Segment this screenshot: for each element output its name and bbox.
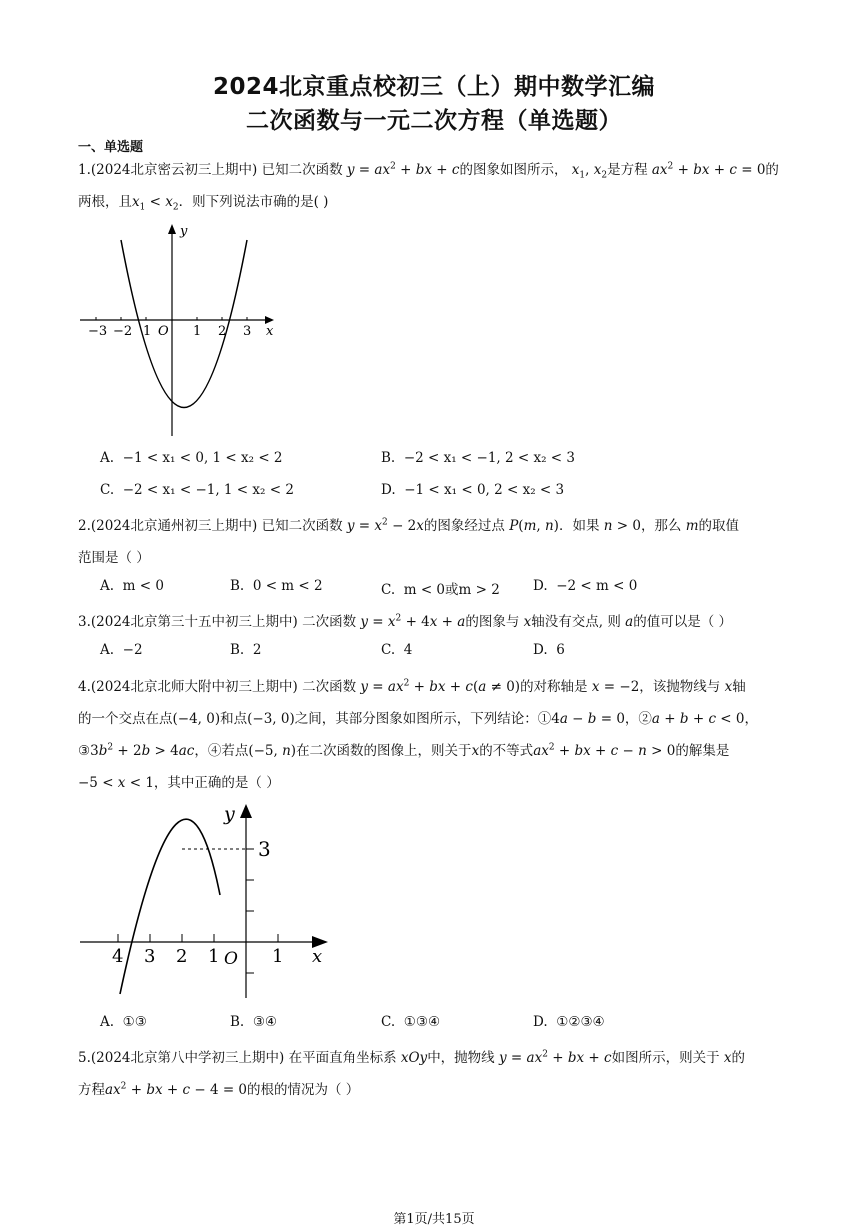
option-c[interactable]: C. 4: [381, 642, 413, 658]
y-axis-arrow: [240, 804, 252, 818]
x-axis-label: x: [266, 324, 274, 339]
option-c[interactable]: C. ①③④: [381, 1014, 441, 1030]
question-source: (2024北京通州初三上期中): [90, 518, 258, 534]
option-b[interactable]: B. 0 < m < 2: [230, 578, 323, 594]
formula: $y = x^2 - 2x$: [346, 517, 424, 534]
question-1-line-1: 1.(2024北京密云初三上期中) 已知二次函数 $y = ax^2$ + bx + c的图象如图所示， $x_1$, $x_2$是方程 $ax^2$ + bx + c = 0的: [78, 161, 779, 181]
option-c[interactable]: C. −2 < x₁ < −1, 1 < x₂ < 2: [100, 482, 294, 498]
x-tick-label: 1: [272, 946, 284, 967]
formula: $y = ax^2$ + bx + c: [498, 1049, 612, 1066]
question-4-line-1: 4.(2024北京北师大附中初三上期中) 二次函数 $y = ax^2$ + bx + c(a ≠ 0)的对称轴是 x = −2，该抛物线与 x轴: [78, 678, 746, 695]
formula: $y = x^2 + 4x + a$: [360, 613, 466, 630]
page-footer: 第1页/共15页: [393, 1212, 475, 1227]
parabola-curve: [120, 819, 220, 994]
option-a[interactable]: A. ①③: [100, 1014, 147, 1030]
formula: (−3, 0): [247, 711, 295, 727]
question-4-line-3: $③3b^2 + 2b > 4ac$，④若点(−5, n)在二次函数的图像上，则关于x的不等式$ax^2$ + bx + c − n > 0的解集是: [78, 742, 730, 759]
question-3-line-1: 3.(2024北京第三十五中初三上期中) 二次函数 $y = x^2 + 4x + a$的图象与 x轴没有交点, 则 a的值可以是（ ）: [78, 613, 733, 630]
formula: (−4, 0): [172, 711, 221, 727]
question-5-line-1: 5.(2024北京第八中学初三上期中) 在平面直角坐标系 xOy中，抛物线 $y = ax^2$ + bx + c如图所示，则关于 x的: [78, 1049, 745, 1066]
question-number: 2.: [78, 518, 91, 534]
origin-label: O: [158, 324, 169, 339]
x-tick-label: −3: [88, 324, 108, 339]
x-tick-label: 1: [208, 946, 220, 967]
y-tick-label: 3: [258, 837, 271, 861]
x-tick-label: 3: [243, 324, 252, 339]
section-heading: 一、单选题: [78, 140, 144, 155]
formula: $y = ax^2$ + bx + c(a ≠ 0): [360, 678, 521, 695]
question-1-graph: [76, 220, 286, 442]
formula: x = −2: [591, 679, 640, 695]
origin-label: O: [224, 949, 238, 969]
formula: $ax^2$ + bx + c − n > 0: [533, 742, 676, 759]
formula: P(m, n): [509, 518, 559, 534]
question-2-line-1: 2.(2024北京通州初三上期中) 已知二次函数 $y = x^2 - 2x$的图象经过点 P(m, n)．如果 n > 0，那么 m的取值: [78, 517, 740, 534]
formula: −5 < x < 1: [78, 775, 154, 791]
question-5-line-2: 方程$ax^2$ + bx + c − 4 = 0的根的情况为（ ）: [78, 1081, 360, 1098]
x-tick-label: 3: [144, 946, 156, 967]
formula: (−5, n): [248, 743, 297, 759]
question-source: (2024北京第八中学初三上期中): [90, 1050, 285, 1066]
x-tick-label: 2: [218, 324, 227, 339]
formula: a + b + c < 0: [651, 711, 745, 727]
question-number: 1.: [78, 162, 91, 178]
formula: $y = ax^2$ + bx + c: [346, 161, 460, 178]
question-4-line-4: −5 < x < 1，其中正确的是（ ）: [78, 775, 280, 791]
question-4-graph: [76, 800, 336, 1002]
option-d[interactable]: D. −2 < m < 0: [533, 578, 638, 594]
formula: $ax^2$ + bx + c = 0: [651, 161, 766, 178]
option-a[interactable]: A. −2: [100, 642, 143, 658]
y-axis-label: y: [224, 803, 235, 825]
page-title: 2024北京重点校初三（上）期中数学汇编: [212, 74, 655, 100]
formula: 4a − b = 0: [551, 711, 625, 727]
question-4-line-2: 的一个交点在点(−4, 0)和点(−3, 0)之间，其部分图象如图所示，下列结论：①4a − b = 0，②a + b + c < 0，: [78, 711, 758, 727]
question-number: 4.: [78, 679, 91, 695]
x-axis-label: x: [312, 946, 323, 967]
option-d[interactable]: D. −1 < x₁ < 0, 2 < x₂ < 3: [381, 482, 565, 498]
option-d[interactable]: D. ①②③④: [533, 1014, 605, 1030]
question-number: 3.: [78, 614, 91, 630]
formula: n > 0: [603, 518, 641, 534]
option-b[interactable]: B. −2 < x₁ < −1, 2 < x₂ < 3: [381, 450, 576, 466]
y-axis-label: y: [180, 224, 188, 239]
question-number: 5.: [78, 1050, 91, 1066]
formula: xOy: [400, 1050, 428, 1066]
formula: $x_1$, $x_2$: [571, 162, 608, 181]
option-a[interactable]: A. −1 < x₁ < 0, 1 < x₂ < 2: [100, 450, 283, 466]
question-source: (2024北京北师大附中初三上期中): [90, 679, 298, 695]
formula: $3b^2 + 2b > 4ac$: [90, 742, 195, 759]
question-source: (2024北京第三十五中初三上期中): [90, 614, 298, 630]
option-b[interactable]: B. 2: [230, 642, 262, 658]
question-1-line-2: 两根，且$x_1 < x_2$．则下列说法市确的是( ): [78, 194, 329, 213]
question-source: (2024北京密云初三上期中): [90, 162, 258, 178]
page-subtitle: 二次函数与一元二次方程（单选题）: [246, 108, 622, 134]
formula: $ax^2$ + bx + c − 4 = 0: [105, 1081, 248, 1098]
x-tick-label: 4: [112, 946, 124, 967]
x-axis-arrow: [265, 316, 274, 324]
x-tick-label: −2: [113, 324, 133, 339]
question-2-line-2: 范围是（ ）: [78, 550, 150, 566]
parabola-curve: [121, 240, 247, 408]
formula: $x_1 < x_2$: [132, 194, 179, 213]
y-axis-arrow: [168, 224, 176, 234]
option-a[interactable]: A. m < 0: [100, 578, 164, 594]
option-b[interactable]: B. ③④: [230, 1014, 278, 1030]
option-c[interactable]: C. m < 0或m > 2: [381, 582, 500, 598]
x-tick-label: 1: [193, 324, 202, 339]
x-tick-label: 2: [176, 946, 188, 967]
x-tick-label: 1: [143, 324, 152, 339]
option-d[interactable]: D. 6: [533, 642, 565, 658]
